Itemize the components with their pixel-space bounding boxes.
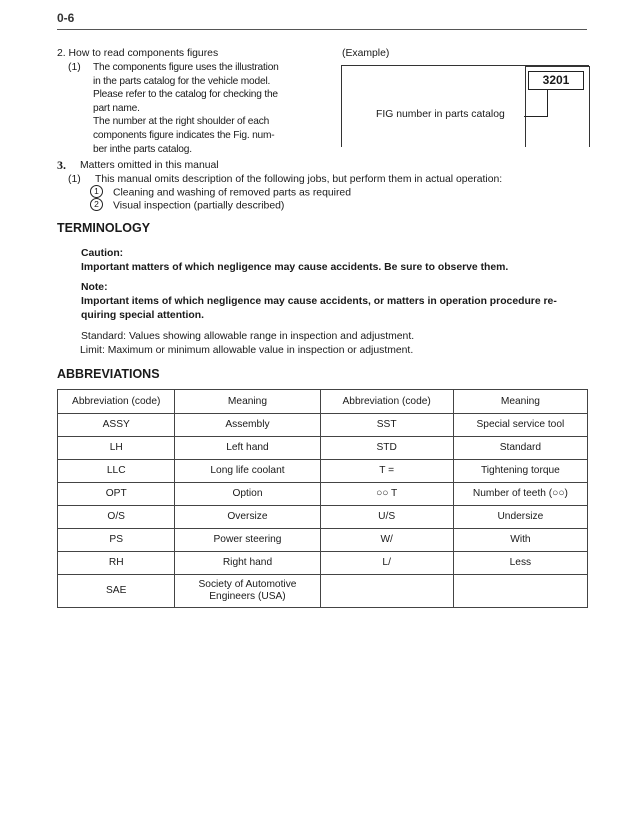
table-cell: LH bbox=[58, 437, 175, 460]
table-cell: L/ bbox=[320, 552, 453, 575]
table-header-row bbox=[58, 390, 588, 414]
omitted-item-text: Visual inspection (partially described) bbox=[113, 200, 285, 212]
table-cell-line: Engineers (USA) bbox=[209, 591, 286, 602]
fig-caption: FIG number in parts catalog bbox=[376, 109, 505, 120]
table-cell: Number of teeth (○○) bbox=[453, 483, 587, 506]
limit-definition: Limit: Maximum or minimum allowable value in inspection or adjustment. bbox=[80, 345, 414, 356]
table-cell: Option bbox=[175, 483, 320, 506]
table-row bbox=[58, 552, 588, 575]
table-cell bbox=[453, 575, 587, 608]
terminology-heading: TERMINOLOGY bbox=[57, 221, 151, 235]
section2-title: 2. How to read components figures bbox=[57, 48, 219, 59]
circled-number-icon: 1 bbox=[90, 185, 103, 198]
table-cell: Right hand bbox=[175, 552, 320, 575]
header-rule bbox=[57, 29, 587, 30]
table-cell: T = bbox=[320, 460, 453, 483]
table-cell: STD bbox=[320, 437, 453, 460]
table-cell: ASSY bbox=[58, 414, 175, 437]
section2-line: Please refer to the catalog for checking the bbox=[93, 89, 278, 101]
table-header-cell: Meaning bbox=[175, 390, 320, 414]
table-cell: Undersize bbox=[453, 506, 587, 529]
note-text: quiring special attention. bbox=[81, 310, 204, 321]
section2-line: ber inthe parts catalog. bbox=[93, 143, 192, 155]
table-header-cell: Abbreviation (code) bbox=[58, 390, 175, 414]
table-header-cell: Abbreviation (code) bbox=[320, 390, 453, 414]
table-cell: Long life coolant bbox=[175, 460, 320, 483]
table-cell-line: Society of Automotive bbox=[198, 579, 297, 590]
table-cell: With bbox=[453, 529, 587, 552]
caution-block bbox=[81, 247, 591, 275]
table-cell: SAE bbox=[58, 575, 175, 608]
table-row bbox=[58, 437, 588, 460]
standard-definition: Standard: Values showing allowable range in inspection and adjustment. bbox=[81, 331, 415, 342]
table-cell: U/S bbox=[320, 506, 453, 529]
abbreviations-table bbox=[57, 389, 588, 608]
table-row bbox=[58, 460, 588, 483]
table-cell: Tightening torque bbox=[453, 460, 587, 483]
table-cell: Oversize bbox=[175, 506, 320, 529]
table-cell bbox=[175, 575, 320, 608]
example-label: (Example) bbox=[342, 48, 390, 59]
caution-label: Caution: bbox=[81, 248, 124, 259]
section3-title: Matters omitted in this manual bbox=[80, 160, 219, 171]
section3-intro: This manual omits description of the following jobs, but perform them in actual operation: bbox=[95, 174, 503, 185]
table-row bbox=[58, 414, 588, 437]
caution-text: Important matters of which negligence may cause accidents. Be sure to observe them. bbox=[81, 262, 509, 273]
fig-leader-horizontal bbox=[524, 116, 548, 117]
table-header-cell: Meaning bbox=[453, 390, 587, 414]
omitted-item-text: Cleaning and washing of removed parts as required bbox=[113, 187, 351, 199]
note-block bbox=[81, 281, 591, 323]
section2-body bbox=[93, 61, 323, 156]
table-cell bbox=[320, 575, 453, 608]
section2-line: part name. bbox=[93, 102, 140, 114]
table-cell: SST bbox=[320, 414, 453, 437]
table-cell: O/S bbox=[58, 506, 175, 529]
note-label: Note: bbox=[81, 282, 108, 293]
fig-leader-vertical bbox=[547, 89, 548, 117]
page-number: 0-6 bbox=[57, 11, 75, 25]
table-cell: Left hand bbox=[175, 437, 320, 460]
table-row bbox=[58, 483, 588, 506]
abbreviations-heading: ABBREVIATIONS bbox=[57, 367, 160, 381]
table-cell: LLC bbox=[58, 460, 175, 483]
table-cell: Standard bbox=[453, 437, 587, 460]
table-cell: W/ bbox=[320, 529, 453, 552]
section2-line: in the parts catalog for the vehicle model. bbox=[93, 75, 271, 87]
table-row bbox=[58, 506, 588, 529]
section3-sub-marker: (1) bbox=[68, 174, 81, 185]
section3-number: 3. bbox=[57, 158, 66, 172]
section2-line: The components figure uses the illustration bbox=[93, 62, 279, 73]
table-cell: Power steering bbox=[175, 529, 320, 552]
fig-number-box: 3201 bbox=[528, 71, 584, 90]
table-cell: RH bbox=[58, 552, 175, 575]
omitted-item bbox=[90, 186, 351, 199]
table-row bbox=[58, 529, 588, 552]
table-cell: Assembly bbox=[175, 414, 320, 437]
omitted-item bbox=[90, 199, 284, 212]
table-cell: Less bbox=[453, 552, 587, 575]
section2-sub-marker: (1) bbox=[68, 62, 81, 73]
note-text: Important items of which negligence may cause accidents, or matters in operation procedure re- bbox=[81, 296, 557, 307]
circled-number-icon: 2 bbox=[90, 198, 103, 211]
table-cell: PS bbox=[58, 529, 175, 552]
table-row bbox=[58, 575, 588, 608]
table-cell: Special service tool bbox=[453, 414, 587, 437]
table-cell: OPT bbox=[58, 483, 175, 506]
section2-line: The number at the right shoulder of each bbox=[93, 116, 270, 128]
table-cell: ○○ T bbox=[320, 483, 453, 506]
section2-line: components figure indicates the Fig. num- bbox=[93, 129, 275, 141]
